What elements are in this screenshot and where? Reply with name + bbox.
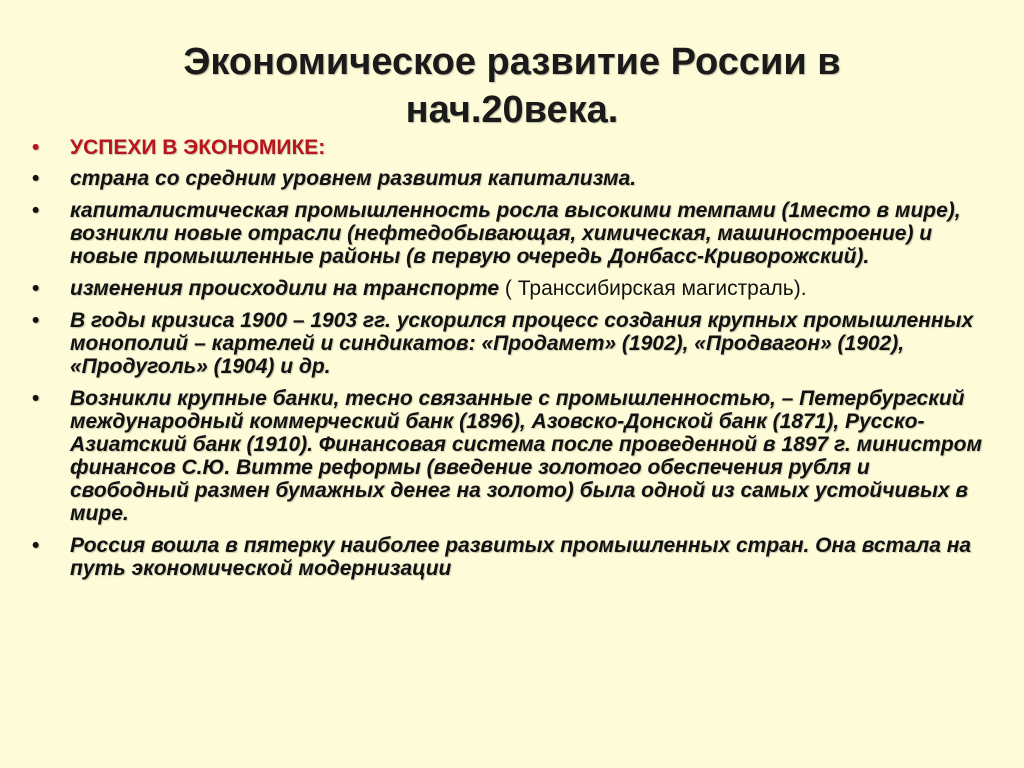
bullet-dot-icon: • bbox=[32, 309, 40, 332]
bullet-text: капиталистическая промышленность росла высокими темпами (1место в мире), возникли новые отрасли (нефтедобывающая, химическая, машиностроение) и новые промышленные районы (в первую очередь Донбасс-Криворожский). bbox=[70, 199, 961, 268]
bullet-industry-growth bbox=[30, 199, 990, 268]
bullet-text: Возникли крупные банки, тесно связанные с промышленностью, – Петербургский международный коммерческий банк (1896), Азовско-Донской банк (1871), Русско-Азиатский банк (1910). Финансовая система после проведенной в 1897 г. министром финансов С.Ю. Витте реформы (введение золотого обеспечения рубля и свободный размен бумажных денег на золото) была одной из самых устойчивых в мире. bbox=[70, 387, 983, 525]
bullet-dot-icon: • bbox=[32, 199, 40, 222]
bullet-list bbox=[30, 136, 990, 589]
bullet-text: страна со средним уровнем развития капитализма. bbox=[70, 167, 637, 190]
bullet-dot-icon: • bbox=[32, 167, 40, 190]
bullet-banks bbox=[30, 387, 990, 525]
bullet-economic-successes bbox=[30, 136, 990, 159]
bullet-dot-icon: • bbox=[32, 277, 40, 300]
slide-title-line-1: Экономическое развитие России в bbox=[183, 41, 841, 83]
bullet-transport bbox=[30, 277, 990, 300]
bullet-top-five bbox=[30, 534, 990, 580]
bullet-dot-icon: • bbox=[32, 136, 40, 159]
bullet-text: Россия вошла в пятерку наиболее развитых промышленных стран. Она встала на путь экономической модернизации bbox=[70, 534, 972, 580]
slide-title-line-2: нач.20века. bbox=[405, 89, 619, 131]
bullet-text-plain: ( Транссибирская магистраль). bbox=[499, 277, 807, 300]
bullet-text: В годы кризиса 1900 – 1903 гг. ускорился процесс создания крупных промышленных монополий – картелей и синдикатов: «Продамет» (1902), «Продвагон» (1902), «Продуголь» (1904) и др. bbox=[70, 309, 974, 378]
bullet-capitalism-level bbox=[30, 167, 990, 190]
bullet-text: изменения происходили на транспорте bbox=[70, 277, 500, 300]
bullet-dot-icon: • bbox=[32, 534, 40, 557]
bullet-dot-icon: • bbox=[32, 387, 40, 410]
bullet-monopolies bbox=[30, 309, 990, 378]
bullet-text: УСПЕХИ В ЭКОНОМИКЕ: bbox=[70, 136, 326, 159]
slide-title bbox=[60, 38, 964, 134]
